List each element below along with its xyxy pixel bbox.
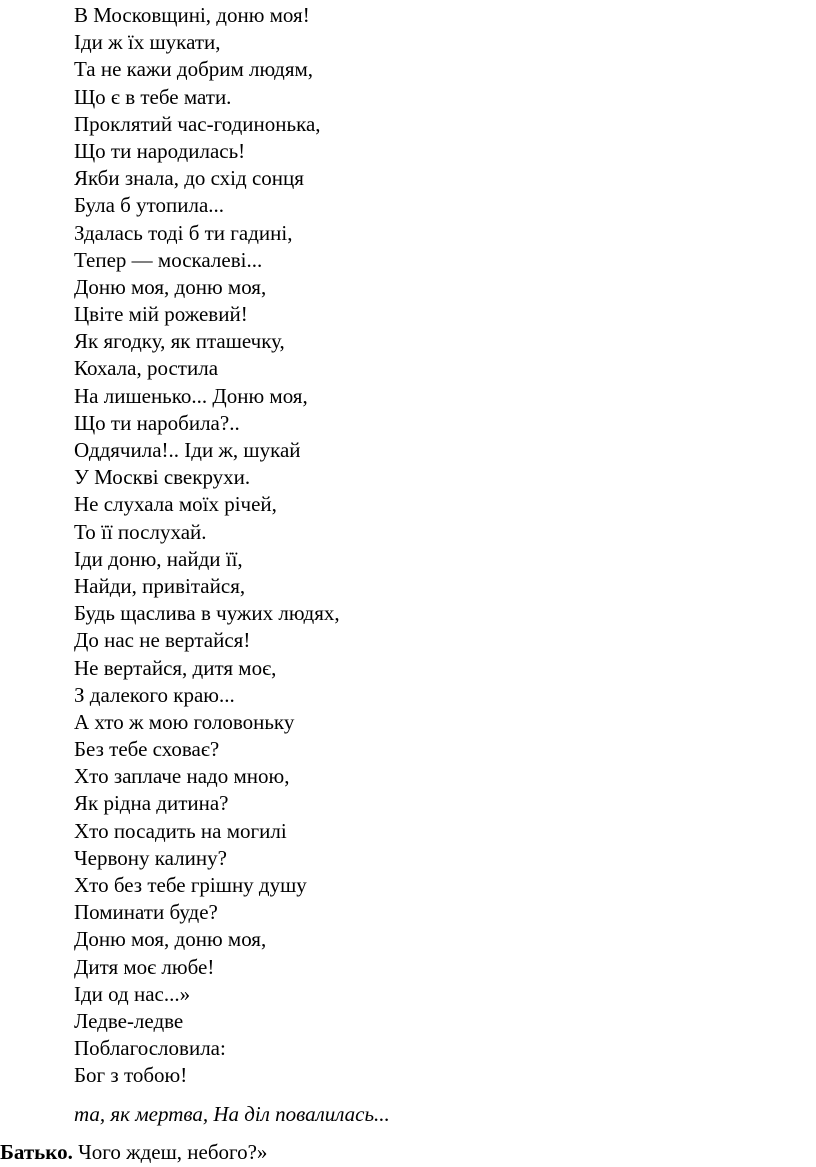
poem-line: Без тебе сховає? [74,737,220,762]
poem-line: Оддячила!.. Іди ж, шукай [74,438,301,462]
poem-line: Хто посадить на могилі [74,818,287,843]
poem-line: Доню моя, доню моя, [74,274,267,299]
poem-line: У Москві свекрухи. [74,465,251,490]
poem-line: Дитя моє любе! [74,954,215,979]
poem-line: Не вертайся, дитя моє, [74,655,277,680]
poem-line: Проклятий час-годинонька, [74,111,321,136]
poem-line: Якби знала, до схід сонця [74,166,304,191]
poem-line: Як рідна дитина? [74,791,229,816]
poem-line: Тепер — москалеві... [74,247,263,272]
poem-line: До нас не вертайся! [74,628,251,653]
poem-line: Здалась тоді б ти гадині, [74,220,293,245]
poem-line: А хто ж мою головоньку [74,709,295,734]
poem-line: Будь щаслива в чужих людях, [74,601,340,626]
poem-line: Цвіте мій рожевий! [74,302,248,327]
poem-line: Ледве-ледве [74,1008,184,1033]
speech-line [0,1139,267,1166]
poem-line: Хто без тебе грішну душу [74,873,307,897]
poem-line: Іди од нас...» [74,981,191,1006]
poem-line: Найди, привітайся, [74,573,246,598]
poem-line: Поблагословила: [74,1036,226,1061]
poem-line: Іди доню, найди її, [74,546,243,571]
poem-line: Червону калину? [74,845,227,870]
poem-line: Як ягодку, як пташечку, [74,329,285,354]
speech-text: Чого ждеш, небого?» [72,1140,268,1164]
poem-line: Доню моя, доню моя, [74,927,267,952]
poem-line: З далекого краю... [74,682,235,707]
poem-line: То її послухай. [74,519,207,544]
poem-line: Що ти наробила?.. [74,410,240,435]
poem-line: Не слухала моїх річей, [74,492,277,517]
poem-line: Поминати буде? [74,900,218,925]
poem-line: Іди ж їх шукати, [74,30,221,55]
poem-line: Що є в тебе мати. [74,84,232,109]
poem-line: Та не кажи добрим людям, [74,57,314,82]
poem-line: Що ти народилась! [74,138,246,163]
speaker-name: Батько. [0,1140,73,1164]
poem-line: Була б утопила... [74,193,225,218]
poem-line: В Московщині, доню моя! [74,3,310,27]
poem-text [74,2,340,1090]
stage-direction: та, як мертва, На діл повалилась... [74,1102,390,1126]
poem-line: Кохала, ростила [74,356,219,381]
poem-line: Бог з тобою! [74,1063,188,1088]
poem-line: На лишенько... Доню моя, [74,383,308,408]
poem-line: Хто заплаче надо мною, [74,764,290,789]
